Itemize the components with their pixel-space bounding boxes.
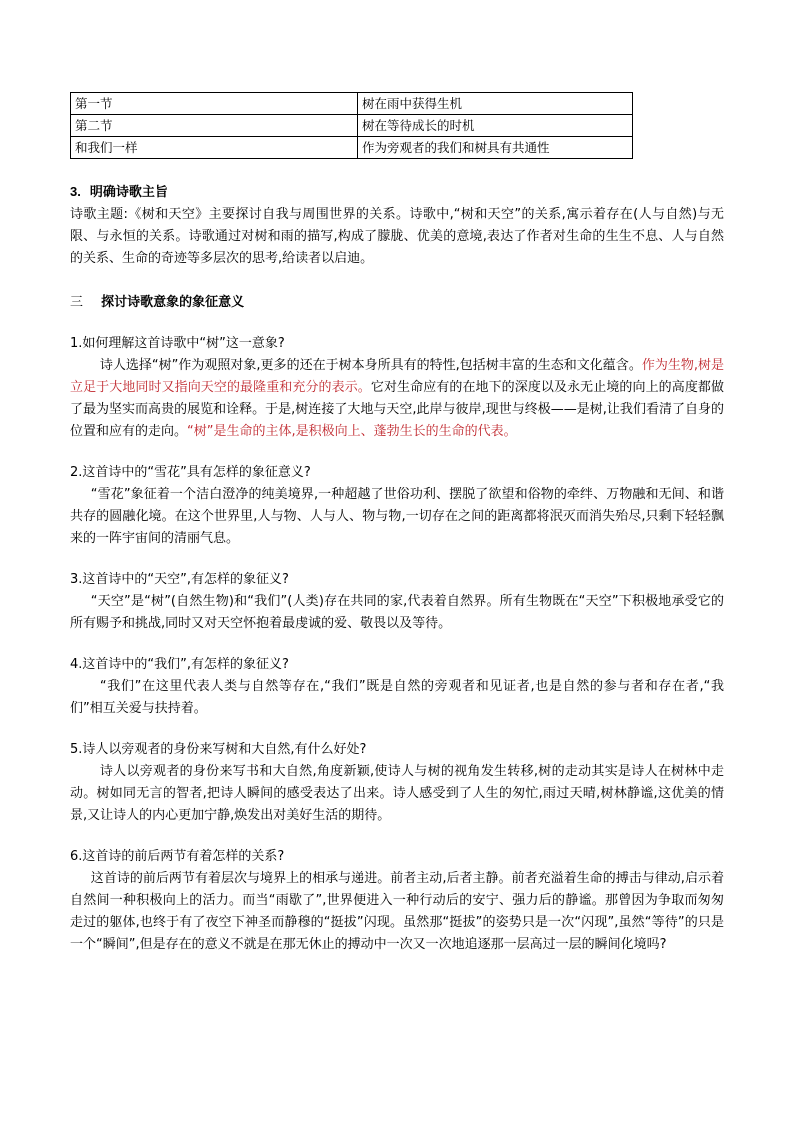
section-heading <box>70 181 724 204</box>
answer-text: 诗人选择“树”作为观照对象,更多的还在于树本身所具有的特性,包括树丰富的生态和文化蕴含。 <box>99 358 642 373</box>
highlighted-text: “树”是生命的主体,是积极向上、蓬勃生长的生命的代表。 <box>187 424 517 439</box>
section-title: 明确诗歌主旨 <box>89 185 168 200</box>
table-row <box>71 137 633 159</box>
table-cell: 树在雨中获得生机 <box>358 93 633 115</box>
answer-3: “天空”是“树”(自然生物)和“我们”(人类)存在共同的家,代表着自然界。所有生物既在“天空”下积极地承受它的所有赐予和挑战,同时又对天空怀抱着最虔诚的爱、敬畏以及等待。 <box>70 594 724 631</box>
answer-5: 诗人以旁观者的身份来写书和大自然,角度新颖,使诗人与树的视角发生转移,树的走动其实是诗人在树林中走动。树如同无言的智者,把诗人瞬间的感受表达了出来。诗人感受到了人生的匆忙,雨过天晴,树林静谧,这优美的情景,又让诗人的内心更加宁静,焕发出对美好生活的期待。 <box>70 764 724 823</box>
table-cell: 第二节 <box>71 115 358 137</box>
theme-paragraph: 诗歌主题:《树和天空》主要探讨自我与周围世界的关系。诗歌中,“树和天空”的关系,寓示着存在(人与自然)与无限、与永恒的关系。诗歌通过对树和雨的描写,构成了朦胧、优美的意境,表达了作者对生命的生生不息、人与自然的关系、生命的奇迹等多层次的思考,给读者以启迪。 <box>70 207 724 266</box>
question-1: 1.如何理解这首诗歌中“树”这一意象? <box>70 336 285 351</box>
table-cell: 第一节 <box>71 93 358 115</box>
answer-6: 这首诗的前后两节有着层次与境界上的相承与递进。前者主动,后者主静。前者充溢着生命的搏击与律动,启示着自然间一种积极向上的活力。而当“雨歇了”,世界便进入一种行动后的安宁、强力后的静谧。那曾因为争取而匆匆走过的躯体,也终于有了夜空下神圣而静穆的“挺拔”闪现。虽然那“挺拔”的姿势只是一次“闪现”,虽然“等待”的只是一个“瞬间”,但是存在的意义不就是在那无休止的搏动中一次又一次地追逐那一层高过一层的瞬间化境吗? <box>70 871 724 952</box>
question-5: 5.诗人以旁观者的身份来写树和大自然,有什么好处? <box>70 742 367 757</box>
question-3: 3.这首诗中的“天空”,有怎样的象征义? <box>70 572 289 587</box>
answer-1 <box>70 355 724 443</box>
document-page <box>70 92 724 956</box>
question-2: 2.这首诗中的“雪花”具有怎样的象征意义? <box>70 465 311 480</box>
table-row <box>71 115 633 137</box>
table-cell: 作为旁观者的我们和树具有共通性 <box>358 137 633 159</box>
question-6: 6.这首诗的前后两节有着怎样的关系? <box>70 849 285 864</box>
answer-4: “我们”在这里代表人类与自然等存在,“我们”既是自然的旁观者和见证者,也是自然的参与者和存在者,“我们”相互关爱与扶持着。 <box>70 679 724 716</box>
highlighted-text: 作为生物,树是立足于大地同时又指向天空的最隆重和充分的表示。 <box>70 358 724 395</box>
part-heading <box>70 292 724 314</box>
section-summary-table <box>70 92 633 159</box>
section-number: 3. <box>70 184 81 199</box>
question-4: 4.这首诗中的“我们”,有怎样的象征义? <box>70 657 289 672</box>
part-title: 探讨诗歌意象的象征意义 <box>101 295 245 310</box>
answer-2: “雪花”象征着一个洁白澄净的纯美境界,一种超越了世俗功利、摆脱了欲望和俗物的牵绊、万物融和无间、和谐共存的圆融化境。在这个世界里,人与物、人与人、物与物,一切存在之间的距离都将泯灭而消失殆尽,只剩下轻轻飘来的一阵宇宙间的清丽气息。 <box>70 487 724 546</box>
part-number: 三 <box>70 295 84 310</box>
table-row <box>71 93 633 115</box>
answer-text: 它对生命应有的在地下的深度以及永无止境的向上的高度都做了最为坚实而高贵的展览和诠释。于是,树连接了大地与天空,此岸与彼岸,现世与终极——是树,让我们看清了自身的位置和应有的走向。 <box>70 380 724 439</box>
table-cell: 和我们一样 <box>71 137 358 159</box>
table-cell: 树在等待成长的时机 <box>358 115 633 137</box>
